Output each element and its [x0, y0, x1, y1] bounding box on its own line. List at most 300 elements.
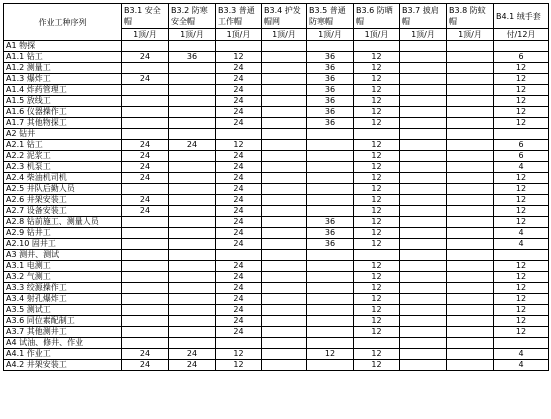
value-cell — [494, 250, 549, 261]
value-cell — [169, 41, 216, 52]
value-cell: 12 — [307, 349, 354, 360]
value-cell: 4 — [494, 349, 549, 360]
table-row — [4, 118, 549, 129]
value-cell: 24 — [122, 52, 169, 63]
header-col-b3-4: B3.4 护发帽网 — [262, 4, 307, 29]
value-cell — [447, 107, 494, 118]
value-cell: 12 — [354, 327, 400, 338]
value-cell — [447, 52, 494, 63]
value-cell — [122, 283, 169, 294]
value-cell — [400, 294, 447, 305]
value-cell — [216, 129, 262, 140]
value-cell — [122, 239, 169, 250]
table-row — [4, 74, 549, 85]
value-cell — [307, 162, 354, 173]
value-cell — [400, 107, 447, 118]
value-cell: 36 — [307, 63, 354, 74]
job-label: A2.7 设备安装工 — [4, 206, 122, 217]
value-cell — [307, 261, 354, 272]
value-cell — [447, 327, 494, 338]
header-col-b3-7: B3.7 披肩帽 — [400, 4, 447, 29]
value-cell — [400, 228, 447, 239]
table-row — [4, 272, 549, 283]
value-cell — [169, 173, 216, 184]
value-cell — [262, 228, 307, 239]
value-cell: 36 — [307, 107, 354, 118]
table-row — [4, 305, 549, 316]
value-cell: 4 — [494, 228, 549, 239]
table-row — [4, 360, 549, 371]
value-cell — [122, 41, 169, 52]
value-cell — [122, 96, 169, 107]
value-cell — [262, 129, 307, 140]
value-cell — [400, 140, 447, 151]
value-cell — [307, 283, 354, 294]
value-cell: 12 — [494, 305, 549, 316]
value-cell — [122, 294, 169, 305]
value-cell: 24 — [216, 63, 262, 74]
value-cell — [447, 261, 494, 272]
value-cell — [169, 272, 216, 283]
value-cell — [307, 250, 354, 261]
value-cell — [447, 250, 494, 261]
value-cell — [262, 360, 307, 371]
value-cell — [447, 217, 494, 228]
value-cell — [307, 140, 354, 151]
job-label: A2.3 机泵工 — [4, 162, 122, 173]
value-cell: 24 — [216, 294, 262, 305]
header-row — [4, 4, 549, 29]
value-cell — [262, 107, 307, 118]
unit-cell: 1顶/月 — [262, 29, 307, 41]
value-cell: 24 — [169, 140, 216, 151]
value-cell: 12 — [354, 239, 400, 250]
value-cell — [307, 151, 354, 162]
table-row — [4, 96, 549, 107]
header-col-b3-3: B3.3 普通工作帽 — [216, 4, 262, 29]
table-row — [4, 294, 549, 305]
value-cell: 4 — [494, 162, 549, 173]
section-row — [4, 250, 549, 261]
table-row — [4, 206, 549, 217]
value-cell: 12 — [354, 162, 400, 173]
value-cell: 12 — [494, 63, 549, 74]
value-cell — [169, 239, 216, 250]
value-cell: 24 — [216, 118, 262, 129]
value-cell: 12 — [354, 294, 400, 305]
value-cell — [400, 206, 447, 217]
job-label: A3.6 同位素配制工 — [4, 316, 122, 327]
value-cell — [354, 250, 400, 261]
value-cell: 24 — [216, 151, 262, 162]
value-cell — [169, 162, 216, 173]
value-cell — [307, 316, 354, 327]
value-cell — [447, 151, 494, 162]
value-cell — [447, 140, 494, 151]
value-cell — [122, 250, 169, 261]
table-row — [4, 107, 549, 118]
value-cell — [400, 162, 447, 173]
value-cell: 12 — [354, 140, 400, 151]
value-cell — [400, 151, 447, 162]
value-cell — [122, 217, 169, 228]
value-cell: 12 — [494, 217, 549, 228]
value-cell — [400, 305, 447, 316]
section-row — [4, 129, 549, 140]
table-row — [4, 327, 549, 338]
value-cell — [262, 85, 307, 96]
value-cell: 24 — [122, 74, 169, 85]
value-cell: 12 — [354, 63, 400, 74]
table-row — [4, 283, 549, 294]
value-cell — [400, 272, 447, 283]
value-cell: 24 — [216, 184, 262, 195]
value-cell: 12 — [494, 327, 549, 338]
job-label: A3.3 绞源操作工 — [4, 283, 122, 294]
value-cell: 12 — [494, 173, 549, 184]
table-row — [4, 52, 549, 63]
value-cell — [122, 327, 169, 338]
table-row — [4, 261, 549, 272]
value-cell — [400, 338, 447, 349]
value-cell — [447, 162, 494, 173]
value-cell: 12 — [494, 184, 549, 195]
value-cell — [216, 250, 262, 261]
value-cell: 12 — [354, 360, 400, 371]
value-cell: 12 — [494, 96, 549, 107]
value-cell: 24 — [122, 360, 169, 371]
job-label: A2.4 柴油机司机 — [4, 173, 122, 184]
value-cell: 36 — [307, 228, 354, 239]
value-cell: 24 — [216, 305, 262, 316]
value-cell — [122, 338, 169, 349]
value-cell: 12 — [354, 283, 400, 294]
job-label: A3.5 测试工 — [4, 305, 122, 316]
value-cell: 6 — [494, 52, 549, 63]
value-cell: 12 — [354, 206, 400, 217]
value-cell — [447, 41, 494, 52]
table-row — [4, 349, 549, 360]
value-cell: 36 — [307, 217, 354, 228]
value-cell: 24 — [122, 162, 169, 173]
value-cell: 12 — [494, 206, 549, 217]
value-cell — [400, 96, 447, 107]
value-cell: 12 — [354, 151, 400, 162]
value-cell — [169, 217, 216, 228]
value-cell: 24 — [216, 228, 262, 239]
job-label: A3.1 电测工 — [4, 261, 122, 272]
value-cell — [400, 195, 447, 206]
value-cell: 12 — [354, 195, 400, 206]
value-cell — [400, 52, 447, 63]
table-row — [4, 239, 549, 250]
job-label: A4.1 作业工 — [4, 349, 122, 360]
value-cell: 12 — [216, 52, 262, 63]
job-label: A2.5 井队后勤人员 — [4, 184, 122, 195]
table-row — [4, 173, 549, 184]
job-label: A1.4 炸药管理工 — [4, 85, 122, 96]
value-cell — [216, 41, 262, 52]
value-cell — [262, 294, 307, 305]
value-cell — [447, 74, 494, 85]
value-cell — [122, 63, 169, 74]
value-cell — [216, 338, 262, 349]
value-cell: 12 — [494, 316, 549, 327]
value-cell: 24 — [216, 316, 262, 327]
value-cell — [494, 129, 549, 140]
value-cell: 24 — [169, 349, 216, 360]
value-cell — [447, 118, 494, 129]
value-cell — [262, 316, 307, 327]
value-cell — [447, 228, 494, 239]
value-cell — [262, 151, 307, 162]
value-cell — [400, 118, 447, 129]
value-cell — [400, 316, 447, 327]
value-cell — [307, 184, 354, 195]
value-cell: 36 — [307, 52, 354, 63]
value-cell — [447, 129, 494, 140]
value-cell — [169, 118, 216, 129]
value-cell — [307, 360, 354, 371]
job-label: A1.1 钻工 — [4, 52, 122, 63]
value-cell: 24 — [216, 272, 262, 283]
value-cell: 24 — [216, 283, 262, 294]
table-body — [4, 4, 549, 371]
value-cell — [447, 206, 494, 217]
value-cell: 12 — [354, 184, 400, 195]
job-label: A2.6 井架安装工 — [4, 195, 122, 206]
value-cell — [447, 85, 494, 96]
value-cell — [169, 250, 216, 261]
table-row — [4, 85, 549, 96]
header-col-b3-5: B3.5 普通防寒帽 — [307, 4, 354, 29]
header-col-b3-1: B3.1 安全帽 — [122, 4, 169, 29]
value-cell — [122, 316, 169, 327]
value-cell: 6 — [494, 151, 549, 162]
value-cell — [400, 184, 447, 195]
value-cell — [307, 272, 354, 283]
value-cell: 12 — [354, 107, 400, 118]
job-label: A2.10 固井工 — [4, 239, 122, 250]
value-cell — [169, 327, 216, 338]
value-cell: 24 — [122, 151, 169, 162]
value-cell — [262, 118, 307, 129]
job-label: A4.2 井架安装工 — [4, 360, 122, 371]
unit-cell: 1顶/月 — [169, 29, 216, 41]
value-cell — [262, 195, 307, 206]
value-cell — [169, 195, 216, 206]
value-cell — [400, 74, 447, 85]
value-cell: 12 — [354, 316, 400, 327]
value-cell — [169, 129, 216, 140]
value-cell — [262, 349, 307, 360]
value-cell — [307, 195, 354, 206]
value-cell — [400, 327, 447, 338]
value-cell — [169, 228, 216, 239]
value-cell — [400, 41, 447, 52]
value-cell: 12 — [354, 118, 400, 129]
value-cell: 12 — [494, 283, 549, 294]
value-cell — [494, 41, 549, 52]
value-cell — [400, 261, 447, 272]
value-cell: 12 — [494, 272, 549, 283]
value-cell: 24 — [216, 162, 262, 173]
value-cell: 12 — [354, 217, 400, 228]
value-cell: 36 — [307, 85, 354, 96]
job-label: A1.5 放线工 — [4, 96, 122, 107]
value-cell — [354, 338, 400, 349]
value-cell: 24 — [216, 74, 262, 85]
value-cell — [447, 63, 494, 74]
value-cell — [262, 96, 307, 107]
value-cell — [169, 63, 216, 74]
value-cell: 6 — [494, 140, 549, 151]
value-cell: 12 — [494, 74, 549, 85]
value-cell — [447, 316, 494, 327]
value-cell — [169, 338, 216, 349]
value-cell: 24 — [216, 261, 262, 272]
value-cell: 24 — [122, 140, 169, 151]
value-cell — [169, 184, 216, 195]
value-cell: 24 — [216, 206, 262, 217]
value-cell: 36 — [169, 52, 216, 63]
value-cell — [447, 184, 494, 195]
value-cell — [447, 349, 494, 360]
section-label: A1 物探 — [4, 41, 122, 52]
value-cell — [447, 338, 494, 349]
unit-cell: 1顶/月 — [307, 29, 354, 41]
job-label: A2.2 泥浆工 — [4, 151, 122, 162]
job-label: A1.2 测量工 — [4, 63, 122, 74]
job-label: A2.8 钻前施工、测量人员 — [4, 217, 122, 228]
value-cell: 24 — [216, 85, 262, 96]
ppe-allocation-table — [3, 3, 549, 371]
value-cell — [262, 63, 307, 74]
header-col-b3-8: B3.8 防蚊帽 — [447, 4, 494, 29]
value-cell — [447, 195, 494, 206]
table-row — [4, 195, 549, 206]
value-cell — [400, 349, 447, 360]
value-cell — [354, 41, 400, 52]
value-cell — [400, 173, 447, 184]
value-cell: 12 — [494, 261, 549, 272]
job-label: A1.6 仪器操作工 — [4, 107, 122, 118]
value-cell — [169, 294, 216, 305]
value-cell — [122, 118, 169, 129]
value-cell — [400, 129, 447, 140]
value-cell — [307, 327, 354, 338]
value-cell — [169, 316, 216, 327]
value-cell — [169, 107, 216, 118]
value-cell — [400, 360, 447, 371]
value-cell — [400, 63, 447, 74]
value-cell: 24 — [216, 239, 262, 250]
value-cell — [307, 294, 354, 305]
value-cell — [262, 338, 307, 349]
job-label: A2.1 钻工 — [4, 140, 122, 151]
value-cell — [447, 283, 494, 294]
value-cell — [122, 305, 169, 316]
value-cell: 24 — [122, 206, 169, 217]
value-cell: 12 — [354, 96, 400, 107]
value-cell — [447, 239, 494, 250]
value-cell: 24 — [169, 360, 216, 371]
value-cell — [262, 206, 307, 217]
value-cell — [307, 206, 354, 217]
value-cell — [169, 261, 216, 272]
table-row — [4, 228, 549, 239]
value-cell — [122, 228, 169, 239]
value-cell — [262, 272, 307, 283]
value-cell: 36 — [307, 239, 354, 250]
header-col-b3-2: B3.2 防寒安全帽 — [169, 4, 216, 29]
value-cell — [122, 261, 169, 272]
value-cell: 12 — [354, 261, 400, 272]
value-cell — [169, 96, 216, 107]
value-cell — [354, 129, 400, 140]
value-cell — [307, 173, 354, 184]
value-cell — [262, 162, 307, 173]
header-job-category: 作业工种序列 — [4, 4, 122, 41]
unit-cell: 1顶/月 — [400, 29, 447, 41]
value-cell — [262, 52, 307, 63]
value-cell — [400, 85, 447, 96]
section-label: A3 测井、测试 — [4, 250, 122, 261]
value-cell — [262, 184, 307, 195]
section-row — [4, 338, 549, 349]
value-cell: 24 — [216, 195, 262, 206]
value-cell — [262, 239, 307, 250]
table-row — [4, 316, 549, 327]
value-cell: 12 — [354, 272, 400, 283]
value-cell — [169, 74, 216, 85]
unit-cell: 1顶/月 — [354, 29, 400, 41]
value-cell: 12 — [494, 195, 549, 206]
value-cell — [447, 96, 494, 107]
value-cell: 24 — [216, 217, 262, 228]
value-cell — [262, 261, 307, 272]
value-cell: 24 — [216, 327, 262, 338]
value-cell — [262, 41, 307, 52]
section-label: A2 钻井 — [4, 129, 122, 140]
value-cell — [400, 250, 447, 261]
value-cell — [262, 140, 307, 151]
table-row — [4, 217, 549, 228]
value-cell: 12 — [354, 349, 400, 360]
header-col-b3-6: B3.6 防晒帽 — [354, 4, 400, 29]
value-cell — [400, 239, 447, 250]
value-cell — [122, 107, 169, 118]
value-cell — [307, 305, 354, 316]
value-cell: 36 — [307, 96, 354, 107]
value-cell — [307, 338, 354, 349]
value-cell: 12 — [494, 118, 549, 129]
value-cell: 12 — [494, 107, 549, 118]
value-cell — [447, 294, 494, 305]
value-cell — [262, 250, 307, 261]
value-cell — [169, 206, 216, 217]
value-cell — [169, 283, 216, 294]
value-cell: 24 — [216, 107, 262, 118]
value-cell — [447, 305, 494, 316]
value-cell: 12 — [354, 85, 400, 96]
value-cell: 36 — [307, 74, 354, 85]
unit-cell: 1顶/月 — [447, 29, 494, 41]
value-cell — [307, 129, 354, 140]
unit-cell: 1顶/月 — [216, 29, 262, 41]
section-label: A4 试油、修井、作业 — [4, 338, 122, 349]
table-row — [4, 162, 549, 173]
